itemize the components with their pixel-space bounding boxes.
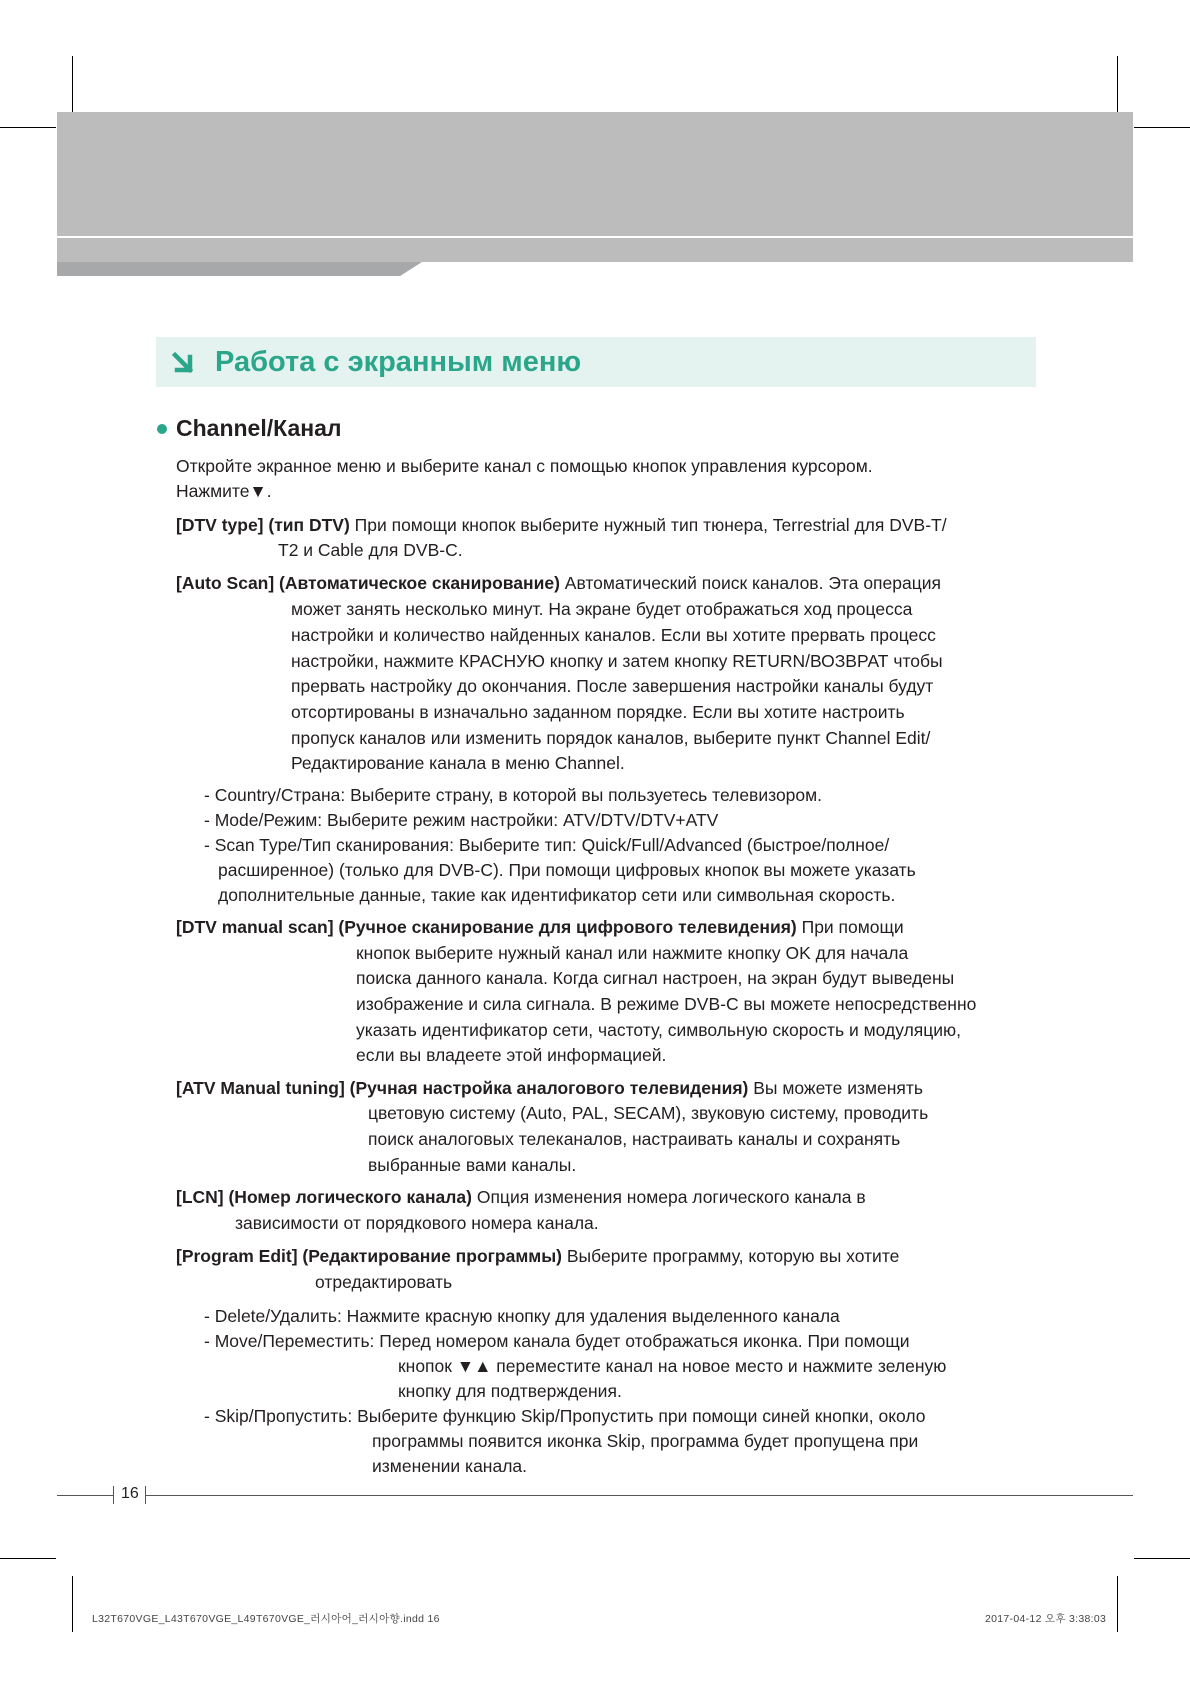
arrow-down-right-icon — [172, 351, 196, 375]
lcn-label: [LCN] (Номер логического канала) — [176, 1187, 472, 1207]
footer-rule — [146, 1495, 1133, 1496]
program-edit-text: Выберите программу, которую вы хотите — [562, 1246, 900, 1266]
page-title: Работа с экранным меню — [215, 346, 582, 378]
crop-mark — [1134, 127, 1190, 128]
lcn-text: Опция изменения номера логического канала в — [471, 1187, 866, 1207]
crop-mark — [72, 1576, 73, 1632]
crop-mark — [72, 56, 73, 112]
list-item: программы появится иконка Skip, программа будет пропущена при — [372, 1431, 919, 1451]
bullet-icon — [157, 424, 167, 434]
header-band — [57, 112, 1133, 236]
auto-scan-text: настройки и количество найденных каналов. Если вы хотите прервать процесс — [291, 625, 936, 645]
list-item: кнопок ▼▲ переместите канал на новое место и нажмите зеленую — [398, 1356, 947, 1376]
atv-manual-label: [ATV Manual tuning] (Ручная настройка аналогового телевидения) — [176, 1078, 749, 1098]
slug-timestamp: 2017-04-12 오후 3:38:03 — [985, 1613, 1107, 1625]
dtv-type-text: При помощи кнопок выберите нужный тип тюнера, Terrestrial для DVB-T/ — [349, 515, 947, 535]
dtv-manual-text: указать идентификатор сети, частоту, символьную скорость и модуляцию, — [356, 1020, 962, 1040]
intro-line: Откройте экранное меню и выберите канал с помощью кнопок управления курсором. — [176, 456, 873, 476]
list-item: - Move/Переместить: Перед номером канала будет отображаться иконка. При помощи — [204, 1331, 910, 1351]
crop-mark — [1134, 1558, 1190, 1559]
dtv-manual-label: [DTV manual scan] (Ручное сканирование для цифрового телевидения) — [176, 917, 797, 937]
auto-scan-text: отсортированы в изначально заданном порядке. Если вы хотите настроить — [291, 702, 905, 722]
atv-manual-text: поиск аналоговых телеканалов, настраивать каналы и сохранять — [368, 1129, 901, 1149]
page-number: 16 — [121, 1485, 139, 1502]
list-item: - Delete/Удалить: Нажмите красную кнопку для удаления выделенного канала — [204, 1306, 840, 1326]
list-item: - Mode/Режим: Выберите режим настройки: ATV/DTV/DTV+ATV — [204, 810, 719, 830]
dtv-manual-text: При помощи — [796, 917, 904, 937]
list-item: - Skip/Пропустить: Выберите функцию Skip/Пропустить при помощи синей кнопки, около — [204, 1406, 926, 1426]
atv-manual-text: выбранные вами каналы. — [368, 1155, 577, 1175]
auto-scan-label: [Auto Scan] (Автоматическое сканирование) — [176, 573, 560, 593]
dtv-manual-text: изображение и сила сигнала. В режиме DVB-C вы можете непосредственно — [356, 994, 977, 1014]
dtv-manual-text: поиска данного канала. Когда сигнал настроен, на экран будут выведены — [356, 968, 955, 988]
section-title: Channel/Канал — [176, 415, 342, 441]
list-item: изменении канала. — [372, 1456, 528, 1476]
auto-scan-text: прервать настройку до окончания. После завершения настройки каналы будут — [291, 676, 934, 696]
auto-scan-text: Редактирование канала в меню Channel. — [291, 753, 625, 773]
crop-mark — [0, 1558, 56, 1559]
header-strip — [57, 238, 1133, 262]
dtv-manual-text: если вы владеете этой информацией. — [356, 1045, 667, 1065]
list-item: - Country/Страна: Выберите страну, в которой вы пользуетесь телевизором. — [204, 785, 823, 805]
lcn-paragraph — [176, 1184, 866, 1210]
atv-manual-paragraph — [176, 1075, 923, 1101]
atv-manual-text: Вы можете изменять — [748, 1078, 924, 1098]
header-accent-tab — [57, 262, 422, 276]
auto-scan-text: настройки, нажмите КРАСНУЮ кнопку и затем кнопку RETURN/ВОЗВРАТ чтобы — [291, 651, 943, 671]
footer-tick — [113, 1486, 114, 1504]
program-edit-paragraph — [176, 1243, 899, 1269]
slug-filename: L32T670VGE_L43T670VGE_L49T670VGE_러시아어_러시아향.indd 16 — [92, 1613, 440, 1625]
crop-mark — [0, 127, 56, 128]
program-edit-text: отредактировать — [315, 1272, 453, 1292]
dtv-type-text: T2 и Cable для DVB-C. — [278, 540, 463, 560]
dtv-type-paragraph — [176, 512, 947, 538]
list-item: дополнительные данные, такие как идентификатор сети или символьная скорость. — [218, 885, 896, 905]
dtv-manual-paragraph — [176, 914, 904, 940]
auto-scan-text: Автоматический поиск каналов. Эта операция — [559, 573, 942, 593]
intro-line: Нажмите▼. — [176, 481, 272, 501]
list-item: расширенное) (только для DVB-C). При помощи цифровых кнопок вы можете указать — [218, 860, 916, 880]
auto-scan-text: может занять несколько минут. На экране будет отображаться ход процесса — [291, 599, 913, 619]
program-edit-label: [Program Edit] (Редактирование программы) — [176, 1246, 563, 1266]
footer-rule — [57, 1495, 113, 1496]
atv-manual-text: цветовую систему (Auto, PAL, SECAM), звуковую систему, проводить — [368, 1103, 929, 1123]
crop-mark — [1117, 1576, 1118, 1632]
crop-mark — [1117, 56, 1118, 112]
list-item: - Scan Type/Тип сканирования: Выберите тип: Quick/Full/Advanced (быстрое/полное/ — [204, 835, 890, 855]
lcn-text: зависимости от порядкового номера канала. — [235, 1213, 599, 1233]
auto-scan-text: пропуск каналов или изменить порядок каналов, выберите пункт Channel Edit/ — [291, 728, 931, 748]
dtv-manual-text: кнопок выберите нужный канал или нажмите кнопку OK для начала — [356, 943, 909, 963]
dtv-type-label: [DTV type] (тип DTV) — [176, 515, 350, 535]
auto-scan-paragraph — [176, 570, 941, 596]
list-item: кнопку для подтверждения. — [398, 1381, 622, 1401]
